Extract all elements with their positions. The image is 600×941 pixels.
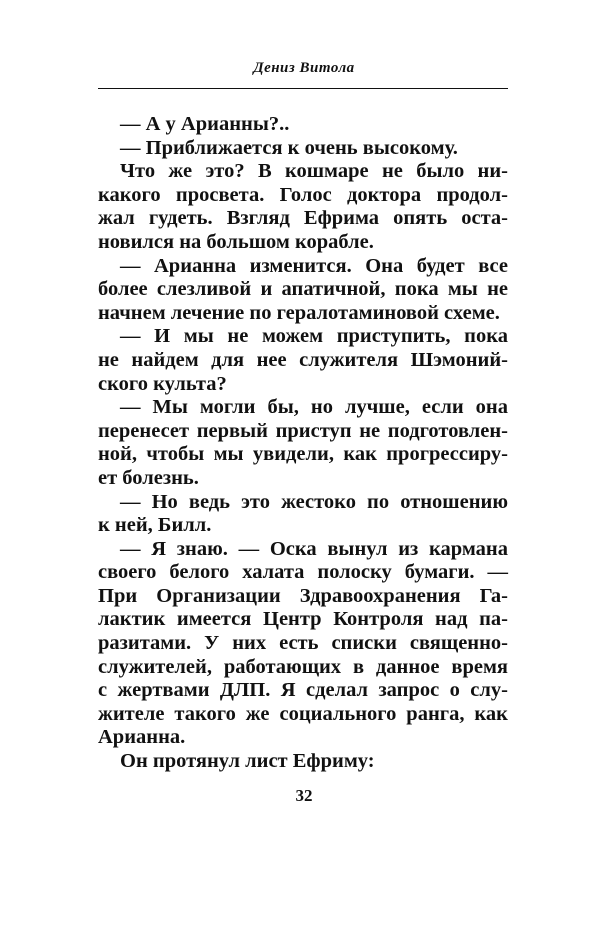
paragraph [98, 113, 508, 137]
text-line: разитами. У них есть списки священно- [98, 632, 508, 655]
text-line: перенесет первый приступ не подготовлен- [98, 419, 508, 442]
text-line: ет болезнь. [98, 466, 199, 489]
running-header: Дениз Витола [253, 60, 355, 76]
paragraph [98, 325, 508, 396]
text-line: своего белого халата полоску бумаги. — [98, 561, 508, 584]
text-line: служителей, работающих в данное время [98, 655, 508, 678]
page-body [98, 113, 508, 774]
text-line: — Мы могли бы, но лучше, если она [120, 396, 508, 419]
text-line: — Приближается к очень высокому. [120, 136, 458, 159]
paragraph [98, 255, 508, 326]
text-line: с жертвами ДЛП. Я сделал запрос о слу- [98, 679, 508, 702]
paragraph [98, 396, 508, 490]
text-line: какого просвета. Голос доктора продол- [98, 183, 508, 206]
text-line: ной, чтобы мы увидели, как прогрессиру- [98, 443, 508, 466]
paragraph [98, 491, 508, 538]
text-line: лактик имеется Центр Контроля над па- [98, 608, 508, 631]
paragraph [98, 137, 508, 161]
text-line: — Арианна изменится. Она будет все [120, 254, 508, 277]
text-line: При Организации Здравоохранения Га- [98, 584, 508, 607]
text-line: к ней, Билл. [98, 514, 212, 537]
paragraph [98, 538, 508, 750]
paragraph [98, 750, 508, 774]
header-rule [98, 88, 508, 89]
page-number: 32 [295, 786, 313, 805]
text-line: Арианна. [98, 726, 186, 749]
text-line: — А у Арианны?.. [120, 113, 290, 135]
text-line: не найдем для нее служителя Шэмоний- [98, 348, 508, 371]
text-line: — Я знаю. — Оска вынул из кармана [120, 537, 508, 560]
text-line: Что же это? В кошмаре не было ни- [120, 160, 508, 183]
text-line: — И мы не можем приступить, пока [120, 325, 508, 348]
text-line: более слезливой и апатичной, пока мы не [98, 278, 508, 301]
text-line: — Но ведь это жестоко по отношению [120, 490, 508, 513]
text-line: новился на большом корабле. [98, 230, 374, 253]
text-line: жал гудеть. Взгляд Ефрима опять оста- [98, 207, 508, 230]
text-line: ского культа? [98, 372, 227, 395]
text-line: Он протянул лист Ефриму: [120, 750, 375, 773]
text-line: жителе такого же социального ранга, как [98, 702, 508, 725]
text-line: начнем лечение по гералотаминовой схеме. [98, 301, 500, 324]
paragraph [98, 160, 508, 254]
